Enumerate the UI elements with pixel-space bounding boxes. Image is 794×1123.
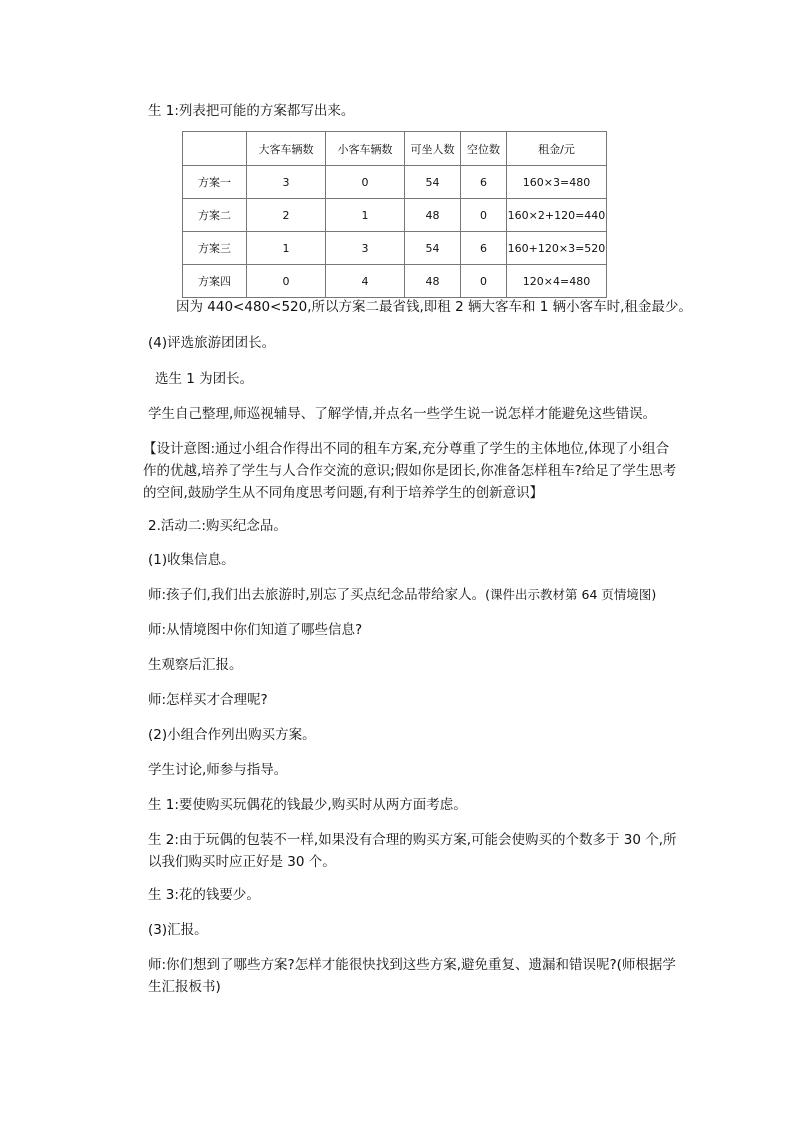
table-cell: 160+120×3=520 xyxy=(507,232,607,265)
student1-purchase-text: 生 1:要使购买玩偶花的钱最少,购买时从两方面考虑。 xyxy=(148,797,467,813)
table-row xyxy=(183,232,607,265)
table-header-cell: 小客车辆数 xyxy=(326,132,405,166)
table-cell: 160×3=480 xyxy=(507,166,607,199)
table-cell: 54 xyxy=(405,166,461,199)
step2-heading: (2)小组合作列出购买方案。 xyxy=(148,727,316,743)
table-row xyxy=(183,166,607,199)
table-cell: 方案四 xyxy=(183,265,247,298)
student3-text: 生 3:花的钱要少。 xyxy=(148,887,260,903)
student2-paragraph: 生 2:由于玩偶的包装不一样,如果没有合理的购买方案,可能会使购买的个数多于 30 个,所以我们购买时应正好是 30 个。 xyxy=(148,832,677,870)
table-cell: 160×2+120=440 xyxy=(507,199,607,232)
table-cell: 6 xyxy=(461,166,507,199)
table-cell: 3 xyxy=(247,166,326,199)
table-cell: 54 xyxy=(405,232,461,265)
table-cell: 4 xyxy=(326,265,405,298)
table-cell: 0 xyxy=(247,265,326,298)
student1-statement: 生 1:列表把可能的方案都写出来。 xyxy=(148,103,355,119)
teacher-line-1-main: 师:孩子们,我们出去旅游时,别忘了买点纪念品带给家人。 xyxy=(148,587,486,603)
teacher-line-2: 师:从情境图中你们知道了哪些信息? xyxy=(148,622,363,638)
collect-info-heading: (1)收集信息。 xyxy=(148,552,235,568)
teacher-line-3: 师:怎样买才合理呢? xyxy=(148,692,268,708)
table-cell: 1 xyxy=(326,199,405,232)
table-cell: 0 xyxy=(461,265,507,298)
discuss-text: 学生讨论,师参与指导。 xyxy=(148,762,288,778)
teacher-line-4-paragraph: 师:你们想到了哪些方案?怎样才能很快找到这些方案,避免重复、遗漏和错误呢?(师根据学生汇报板书) xyxy=(148,957,676,995)
table-cell: 48 xyxy=(405,265,461,298)
rental-plan-table xyxy=(182,131,607,298)
table-cell: 0 xyxy=(461,199,507,232)
table-cell: 0 xyxy=(326,166,405,199)
table-header-cell: 大客车辆数 xyxy=(247,132,326,166)
table-cell: 3 xyxy=(326,232,405,265)
table-header-row xyxy=(183,132,607,166)
table-cell: 1 xyxy=(247,232,326,265)
table-row xyxy=(183,265,607,298)
table-cell: 方案二 xyxy=(183,199,247,232)
student-report-text: 生观察后汇报。 xyxy=(148,657,243,673)
teacher-line-1-note: (课件出示教材第 64 页情境图) xyxy=(485,587,657,602)
design-intent-paragraph: 【设计意图:通过小组合作得出不同的租车方案,充分尊重了学生的主体地位,体现了小组合作的优越,培养了学生与人合作交流的意识;假如你是团长,你准备怎样租车?给足了学生思考的空间,鼓励学生从不同角度思考问题,有利于培养学生的创新意识】 xyxy=(143,441,677,501)
table-header-cell: 可坐人数 xyxy=(405,132,461,166)
table-cell: 48 xyxy=(405,199,461,232)
organize-text: 学生自己整理,师巡视辅导、了解学情,并点名一些学生说一说怎样才能避免这些错误。 xyxy=(148,406,657,422)
step4-heading: (4)评选旅游团团长。 xyxy=(148,335,276,351)
table-cell: 6 xyxy=(461,232,507,265)
table-header-cell: 空位数 xyxy=(461,132,507,166)
table-row xyxy=(183,199,607,232)
table-cell: 方案三 xyxy=(183,232,247,265)
table-cell: 2 xyxy=(247,199,326,232)
step3-heading: (3)汇报。 xyxy=(148,922,208,938)
table-header-cell xyxy=(183,132,247,166)
table-cell: 120×4=480 xyxy=(507,265,607,298)
table-header-cell: 租金/元 xyxy=(507,132,607,166)
teacher-line-1 xyxy=(148,585,656,605)
table-cell: 方案一 xyxy=(183,166,247,199)
choose-leader-text: 选生 1 为团长。 xyxy=(155,371,254,387)
cost-comparison-text: 因为 440<480<520,所以方案二最省钱,即租 2 辆大客车和 1 辆小客车时,租金最少。 xyxy=(176,299,692,315)
activity2-heading: 2.活动二:购买纪念品。 xyxy=(148,518,287,534)
